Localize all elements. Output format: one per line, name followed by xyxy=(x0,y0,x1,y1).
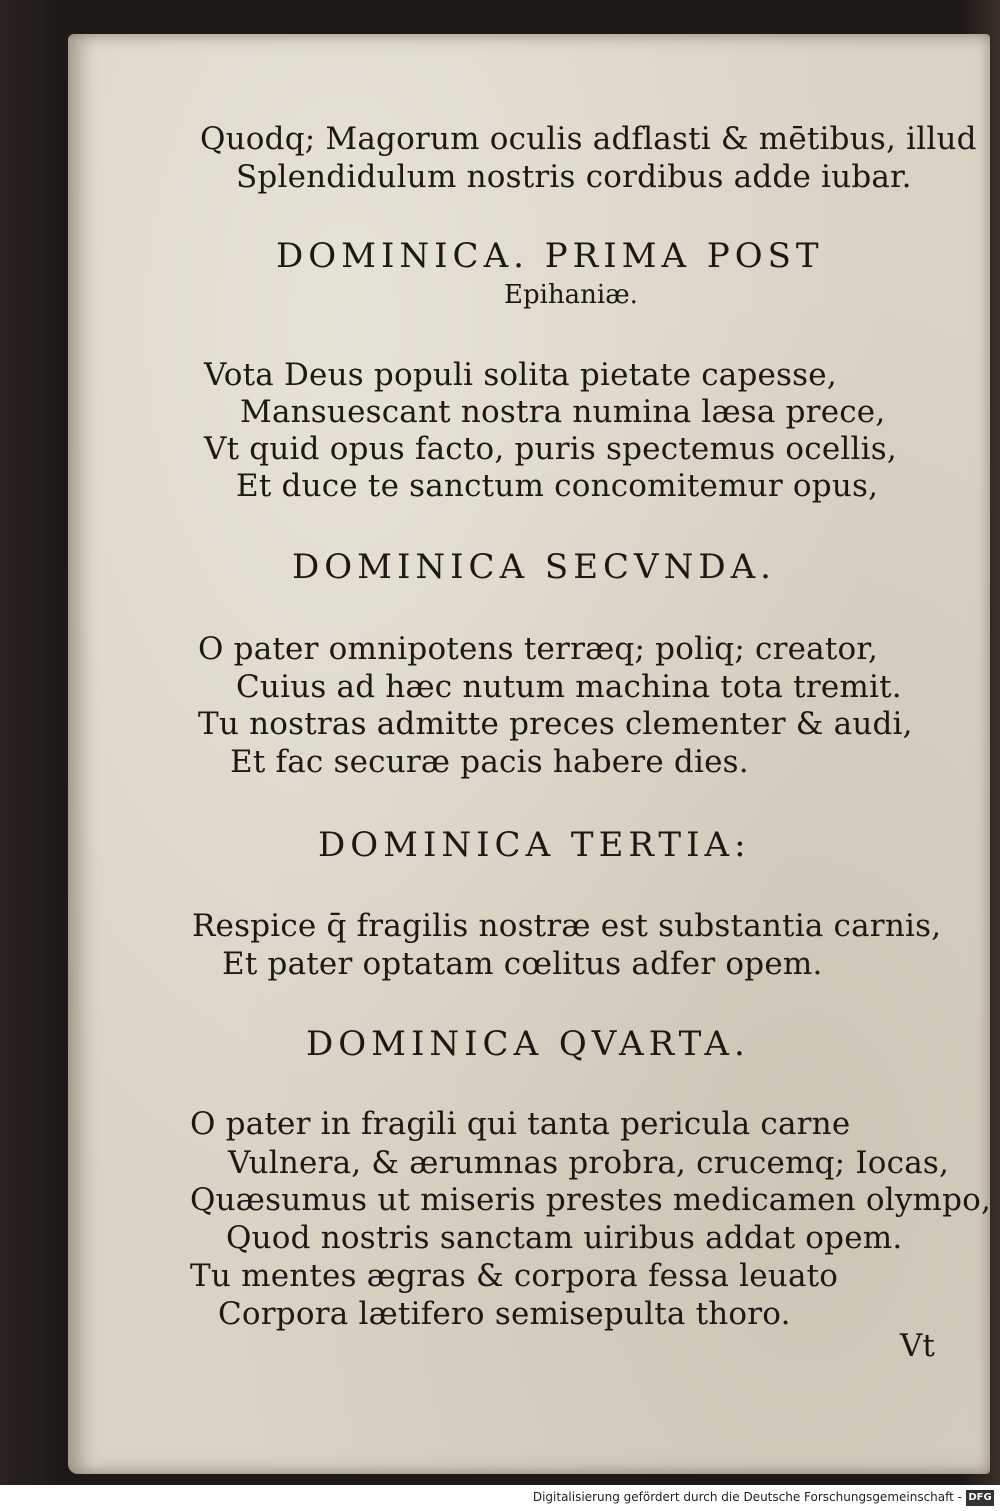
verse-line: Splendidulum nostris cordibus adde iubar. xyxy=(236,159,912,195)
verse-line: O pater in fragili qui tanta pericula carne xyxy=(190,1106,851,1142)
section-heading: DOMINICA QVARTA. xyxy=(306,1024,750,1064)
catchword: Vt xyxy=(900,1328,935,1364)
verse-line: Et duce te sanctum concomitemur opus, xyxy=(236,468,879,504)
verse-line: Quodq; Magorum oculis adflasti & mētibus, illud xyxy=(200,121,977,157)
verse-line: O pater omnipotens terræq; poliq; creator, xyxy=(198,631,879,667)
verse-line: Respice q̄ fragilis nostræ est substantia carnis, xyxy=(192,908,942,944)
verse-line: Et pater optatam cœlitus adfer opem. xyxy=(222,946,823,982)
section-heading: DOMINICA TERTIA: xyxy=(318,825,751,865)
verse-line: Tu nostras admitte preces clementer & audi, xyxy=(198,706,913,742)
verse-line: Cuius ad hæc nutum machina tota tremit. xyxy=(236,669,902,705)
verse-line: Vota Deus populi solita pietate capesse, xyxy=(204,357,837,393)
section-heading: DOMINICA SECVNDA. xyxy=(292,547,776,587)
digitization-footer xyxy=(0,1485,1000,1511)
footer-credit: Digitalisierung gefördert durch die Deutsche Forschungsgemeinschaft - xyxy=(532,1490,962,1504)
verse-line: Tu mentes ægras & corpora fessa leuato xyxy=(190,1258,839,1294)
verse-line: Et fac securæ pacis habere dies. xyxy=(230,744,749,780)
verse-line: Quæsumus ut miseris prestes medicamen olympo, xyxy=(190,1182,992,1218)
verse-line: Mansuescant nostra numina læsa prece, xyxy=(240,394,886,430)
verse-line: Quod nostris sanctam uiribus addat opem. xyxy=(226,1220,903,1256)
section-heading: DOMINICA. PRIMA POST xyxy=(276,236,824,276)
verse-line: Corpora lætifero semisepulta thoro. xyxy=(218,1296,791,1332)
verse-line: Vt quid opus facto, puris spectemus ocellis, xyxy=(204,431,897,467)
section-subheading: Epihaniæ. xyxy=(504,280,638,310)
dfg-logo-icon: DFG xyxy=(966,1490,994,1506)
verse-line: Vulnera, & ærumnas probra, crucemq; Iocas, xyxy=(228,1145,950,1181)
